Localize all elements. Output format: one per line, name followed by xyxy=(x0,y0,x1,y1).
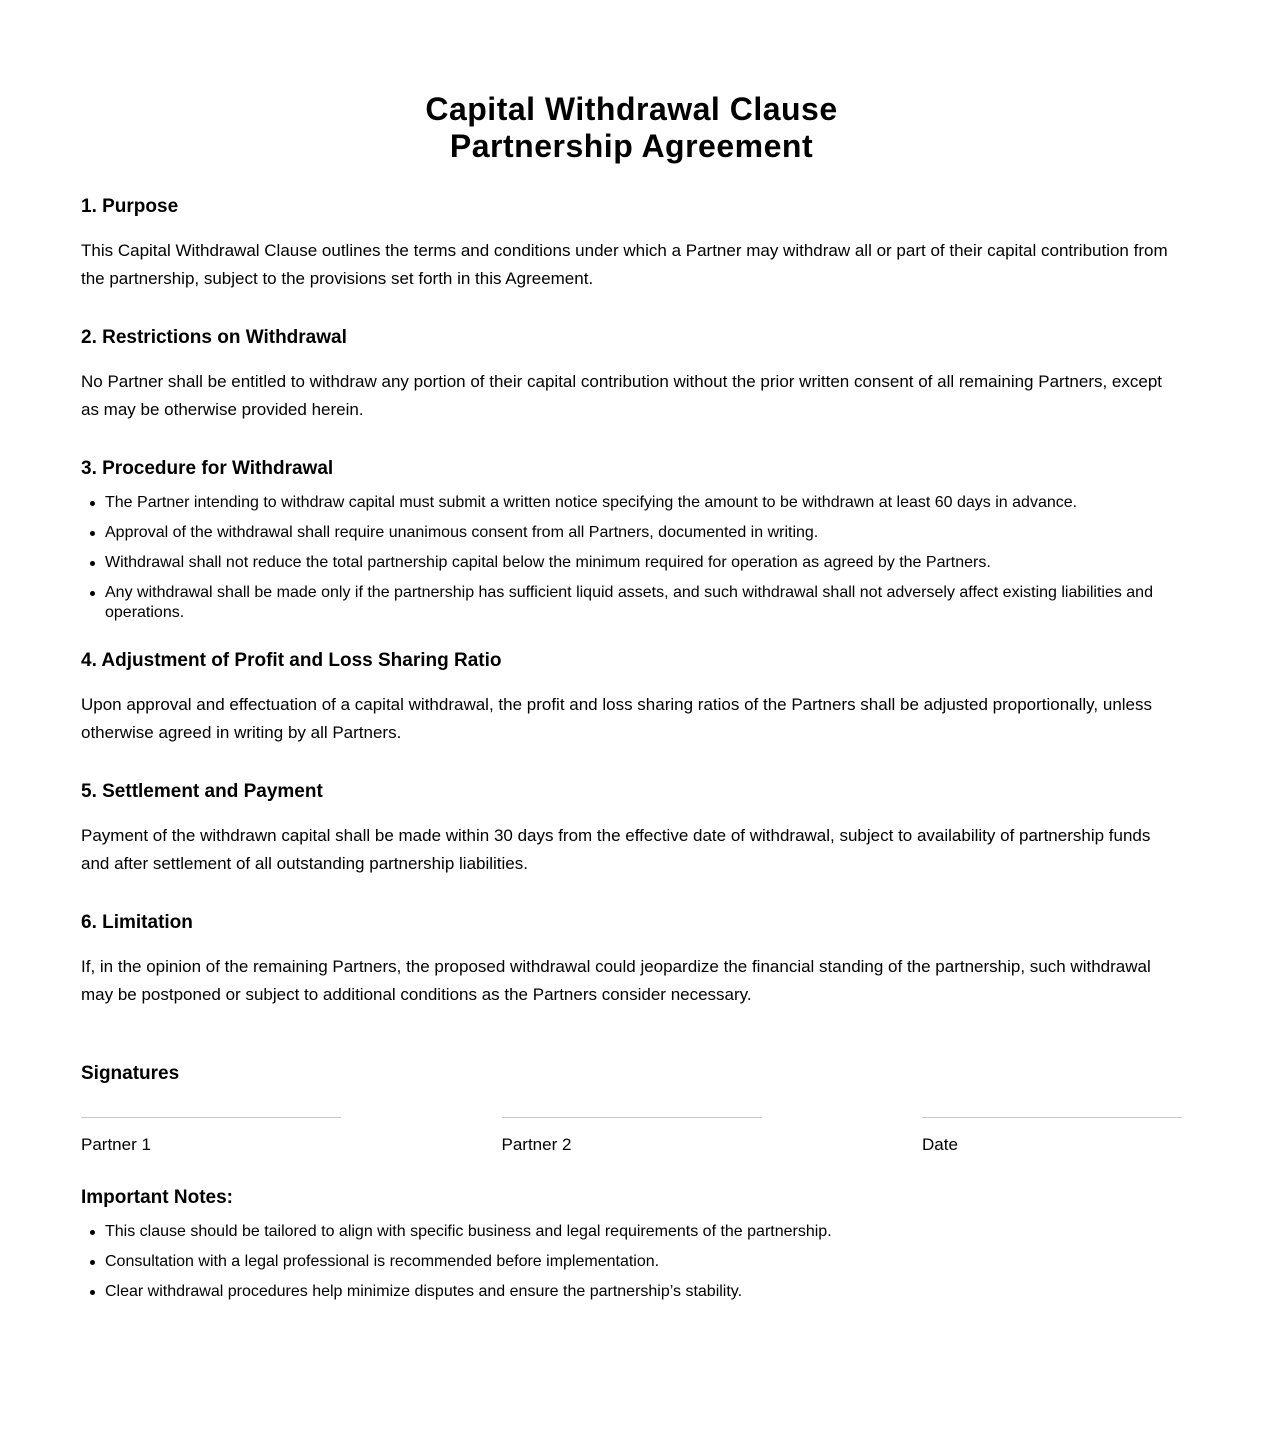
important-notes-section xyxy=(81,1186,1182,1302)
section-adjustment xyxy=(81,649,1182,747)
list-item: This clause should be tailored to align with specific business and legal requirements of the partnership. xyxy=(105,1222,1182,1242)
signatures-section xyxy=(81,1062,1182,1155)
list-item: Approval of the withdrawal shall require unanimous consent from all Partners, documented in writing. xyxy=(105,523,1182,543)
signature-label: Partner 2 xyxy=(501,1135,572,1154)
list-item: Clear withdrawal procedures help minimize disputes and ensure the partnership’s stability. xyxy=(105,1282,1182,1302)
document-title xyxy=(81,91,1182,165)
signature-label: Partner 1 xyxy=(81,1135,151,1154)
section-body: No Partner shall be entitled to withdraw any portion of their capital contribution without the prior written consent of all remaining Partners, except as may be otherwise provided herein. xyxy=(81,372,1163,419)
list-item: Withdrawal shall not reduce the total partnership capital below the minimum required for operation as agreed by the Partners. xyxy=(105,553,1182,573)
section-settlement xyxy=(81,780,1182,878)
section-limitation xyxy=(81,911,1182,1009)
signature-block-date xyxy=(922,1117,1182,1155)
list-item: Consultation with a legal professional is recommended before implementation. xyxy=(105,1252,1182,1272)
section-heading: 6. Limitation xyxy=(81,912,193,933)
signature-line xyxy=(81,1117,341,1118)
section-body: Upon approval and effectuation of a capital withdrawal, the profit and loss sharing ratios of the Partners shall be adjusted proportionally, unless otherwise agreed in writing by all Partners. xyxy=(81,695,1153,742)
list-item: Any withdrawal shall be made only if the partnership has sufficient liquid assets, and such withdrawal shall not adversely affect existing liabilities and operations. xyxy=(105,583,1182,623)
section-heading: 1. Purpose xyxy=(81,196,179,217)
section-body: This Capital Withdrawal Clause outlines the terms and conditions under which a Partner may withdraw all or part of their capital contribution from the partnership, subject to the provisions set forth in this Agreement. xyxy=(81,241,1168,288)
signature-line xyxy=(922,1117,1182,1118)
section-procedure xyxy=(81,457,1182,623)
notes-list xyxy=(81,1222,1182,1302)
signature-block-partner-1 xyxy=(81,1117,341,1155)
procedure-list xyxy=(81,493,1182,623)
section-heading: 2. Restrictions on Withdrawal xyxy=(81,327,347,348)
signatures-heading: Signatures xyxy=(81,1063,180,1084)
signature-row xyxy=(81,1117,1182,1155)
section-body: Payment of the withdrawn capital shall be made within 30 days from the effective date of withdrawal, subject to availability of partnership funds and after settlement of all outstanding partnership liabilities. xyxy=(81,826,1151,873)
signature-line xyxy=(502,1117,762,1118)
document-title-line-1: Capital Withdrawal Clause xyxy=(425,91,838,127)
section-purpose xyxy=(81,195,1182,293)
section-restrictions xyxy=(81,326,1182,424)
section-heading: 4. Adjustment of Profit and Loss Sharing Ratio xyxy=(81,650,502,671)
section-heading: 5. Settlement and Payment xyxy=(81,781,323,802)
list-item: The Partner intending to withdraw capital must submit a written notice specifying the amount to be withdrawn at least 60 days in advance. xyxy=(105,493,1182,513)
section-body: If, in the opinion of the remaining Partners, the proposed withdrawal could jeopardize the financial standing of the partnership, such withdrawal may be postponed or subject to additional conditions as the Partners consider necessary. xyxy=(81,957,1151,1004)
signature-block-partner-2 xyxy=(502,1117,762,1155)
notes-heading: Important Notes: xyxy=(81,1187,233,1208)
section-heading: 3. Procedure for Withdrawal xyxy=(81,458,334,479)
signature-label: Date xyxy=(922,1135,958,1154)
document-title-line-2: Partnership Agreement xyxy=(449,128,814,164)
